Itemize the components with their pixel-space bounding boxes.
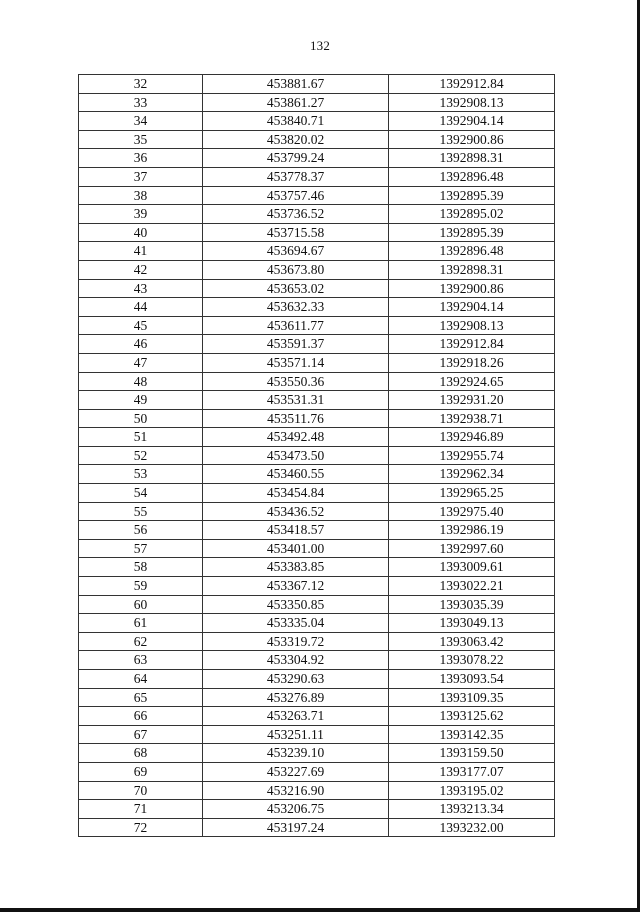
y-coordinate-cell: 1393142.35 [389,725,555,744]
x-coordinate-cell: 453239.10 [203,744,389,763]
x-coordinate-cell: 453290.63 [203,670,389,689]
x-coordinate-cell: 453401.00 [203,539,389,558]
table-row [79,260,555,279]
table-row [79,781,555,800]
table-row [79,409,555,428]
x-coordinate-cell: 453550.36 [203,372,389,391]
x-coordinate-cell: 453473.50 [203,446,389,465]
x-coordinate-cell: 453778.37 [203,167,389,186]
x-coordinate-cell: 453673.80 [203,260,389,279]
y-coordinate-cell: 1392955.74 [389,446,555,465]
point-number-cell: 48 [79,372,203,391]
x-coordinate-cell: 453799.24 [203,149,389,168]
x-coordinate-cell: 453436.52 [203,502,389,521]
point-number-cell: 46 [79,335,203,354]
point-number-cell: 69 [79,762,203,781]
y-coordinate-cell: 1392904.14 [389,298,555,317]
y-coordinate-cell: 1392898.31 [389,149,555,168]
x-coordinate-cell: 453276.89 [203,688,389,707]
table-row [79,688,555,707]
y-coordinate-cell: 1393009.61 [389,558,555,577]
y-coordinate-cell: 1393035.39 [389,595,555,614]
table-row [79,707,555,726]
x-coordinate-cell: 453251.11 [203,725,389,744]
x-coordinate-cell: 453861.27 [203,93,389,112]
point-number-cell: 54 [79,484,203,503]
table-row [79,335,555,354]
table-row [79,744,555,763]
y-coordinate-cell: 1392975.40 [389,502,555,521]
y-coordinate-cell: 1393232.00 [389,818,555,837]
point-number-cell: 67 [79,725,203,744]
x-coordinate-cell: 453492.48 [203,428,389,447]
y-coordinate-cell: 1392908.13 [389,93,555,112]
point-number-cell: 60 [79,595,203,614]
table-row [79,112,555,131]
point-number-cell: 51 [79,428,203,447]
coordinate-table [78,74,555,837]
y-coordinate-cell: 1392912.84 [389,335,555,354]
table-row [79,279,555,298]
point-number-cell: 36 [79,149,203,168]
y-coordinate-cell: 1393049.13 [389,614,555,633]
point-number-cell: 35 [79,130,203,149]
x-coordinate-cell: 453694.67 [203,242,389,261]
table-row [79,762,555,781]
table-row [79,558,555,577]
y-coordinate-cell: 1393195.02 [389,781,555,800]
table-row [79,298,555,317]
point-number-cell: 38 [79,186,203,205]
table-row [79,465,555,484]
y-coordinate-cell: 1393109.35 [389,688,555,707]
y-coordinate-cell: 1392965.25 [389,484,555,503]
point-number-cell: 41 [79,242,203,261]
point-number-cell: 65 [79,688,203,707]
table-row [79,725,555,744]
table-row [79,93,555,112]
x-coordinate-cell: 453736.52 [203,205,389,224]
point-number-cell: 43 [79,279,203,298]
point-number-cell: 68 [79,744,203,763]
x-coordinate-cell: 453418.57 [203,521,389,540]
point-number-cell: 40 [79,223,203,242]
x-coordinate-cell: 453820.02 [203,130,389,149]
x-coordinate-cell: 453511.76 [203,409,389,428]
table-row [79,223,555,242]
x-coordinate-cell: 453263.71 [203,707,389,726]
y-coordinate-cell: 1392895.02 [389,205,555,224]
y-coordinate-cell: 1392931.20 [389,391,555,410]
y-coordinate-cell: 1392895.39 [389,186,555,205]
y-coordinate-cell: 1392938.71 [389,409,555,428]
table-row [79,577,555,596]
x-coordinate-cell: 453840.71 [203,112,389,131]
scan-edge-bottom [0,908,640,912]
table-row [79,446,555,465]
y-coordinate-cell: 1392918.26 [389,353,555,372]
point-number-cell: 52 [79,446,203,465]
x-coordinate-cell: 453881.67 [203,75,389,94]
y-coordinate-cell: 1393022.21 [389,577,555,596]
x-coordinate-cell: 453571.14 [203,353,389,372]
table-row [79,484,555,503]
table-row [79,186,555,205]
y-coordinate-cell: 1392898.31 [389,260,555,279]
x-coordinate-cell: 453383.85 [203,558,389,577]
y-coordinate-cell: 1393063.42 [389,632,555,651]
y-coordinate-cell: 1392962.34 [389,465,555,484]
table-row [79,670,555,689]
point-number-cell: 71 [79,800,203,819]
point-number-cell: 66 [79,707,203,726]
point-number-cell: 56 [79,521,203,540]
table-row [79,428,555,447]
x-coordinate-cell: 453757.46 [203,186,389,205]
point-number-cell: 63 [79,651,203,670]
y-coordinate-cell: 1392997.60 [389,539,555,558]
x-coordinate-cell: 453715.58 [203,223,389,242]
point-number-cell: 50 [79,409,203,428]
y-coordinate-cell: 1393213.34 [389,800,555,819]
table-row [79,353,555,372]
point-number-cell: 33 [79,93,203,112]
x-coordinate-cell: 453304.92 [203,651,389,670]
table-row [79,242,555,261]
table-row [79,800,555,819]
point-number-cell: 32 [79,75,203,94]
x-coordinate-cell: 453319.72 [203,632,389,651]
point-number-cell: 34 [79,112,203,131]
point-number-cell: 42 [79,260,203,279]
point-number-cell: 49 [79,391,203,410]
table-row [79,651,555,670]
table-row [79,539,555,558]
x-coordinate-cell: 453350.85 [203,595,389,614]
point-number-cell: 72 [79,818,203,837]
table-row [79,316,555,335]
x-coordinate-cell: 453454.84 [203,484,389,503]
point-number-cell: 58 [79,558,203,577]
y-coordinate-cell: 1393078.22 [389,651,555,670]
point-number-cell: 64 [79,670,203,689]
x-coordinate-cell: 453206.75 [203,800,389,819]
point-number-cell: 59 [79,577,203,596]
y-coordinate-cell: 1392986.19 [389,521,555,540]
point-number-cell: 61 [79,614,203,633]
point-number-cell: 70 [79,781,203,800]
point-number-cell: 55 [79,502,203,521]
x-coordinate-cell: 453216.90 [203,781,389,800]
y-coordinate-cell: 1392904.14 [389,112,555,131]
point-number-cell: 47 [79,353,203,372]
point-number-cell: 44 [79,298,203,317]
table-row [79,167,555,186]
x-coordinate-cell: 453335.04 [203,614,389,633]
point-number-cell: 45 [79,316,203,335]
table-row [79,614,555,633]
table-row [79,502,555,521]
point-number-cell: 53 [79,465,203,484]
y-coordinate-cell: 1393125.62 [389,707,555,726]
y-coordinate-cell: 1392912.84 [389,75,555,94]
y-coordinate-cell: 1392895.39 [389,223,555,242]
y-coordinate-cell: 1392896.48 [389,167,555,186]
y-coordinate-cell: 1392908.13 [389,316,555,335]
table-row [79,595,555,614]
x-coordinate-cell: 453531.31 [203,391,389,410]
y-coordinate-cell: 1392900.86 [389,279,555,298]
y-coordinate-cell: 1393177.07 [389,762,555,781]
x-coordinate-cell: 453653.02 [203,279,389,298]
y-coordinate-cell: 1393093.54 [389,670,555,689]
y-coordinate-cell: 1392896.48 [389,242,555,261]
x-coordinate-cell: 453632.33 [203,298,389,317]
x-coordinate-cell: 453460.55 [203,465,389,484]
point-number-cell: 62 [79,632,203,651]
page-number: 132 [309,38,331,53]
point-number-cell: 37 [79,167,203,186]
table-row [79,632,555,651]
table-row [79,372,555,391]
y-coordinate-cell: 1393159.50 [389,744,555,763]
y-coordinate-cell: 1392946.89 [389,428,555,447]
point-number-cell: 57 [79,539,203,558]
coordinate-table-body [79,75,555,837]
x-coordinate-cell: 453197.24 [203,818,389,837]
table-row [79,818,555,837]
table-row [79,75,555,94]
x-coordinate-cell: 453591.37 [203,335,389,354]
table-row [79,205,555,224]
y-coordinate-cell: 1392900.86 [389,130,555,149]
table-row [79,521,555,540]
x-coordinate-cell: 453227.69 [203,762,389,781]
point-number-cell: 39 [79,205,203,224]
table-row [79,391,555,410]
table-row [79,149,555,168]
x-coordinate-cell: 453611.77 [203,316,389,335]
x-coordinate-cell: 453367.12 [203,577,389,596]
y-coordinate-cell: 1392924.65 [389,372,555,391]
table-row [79,130,555,149]
